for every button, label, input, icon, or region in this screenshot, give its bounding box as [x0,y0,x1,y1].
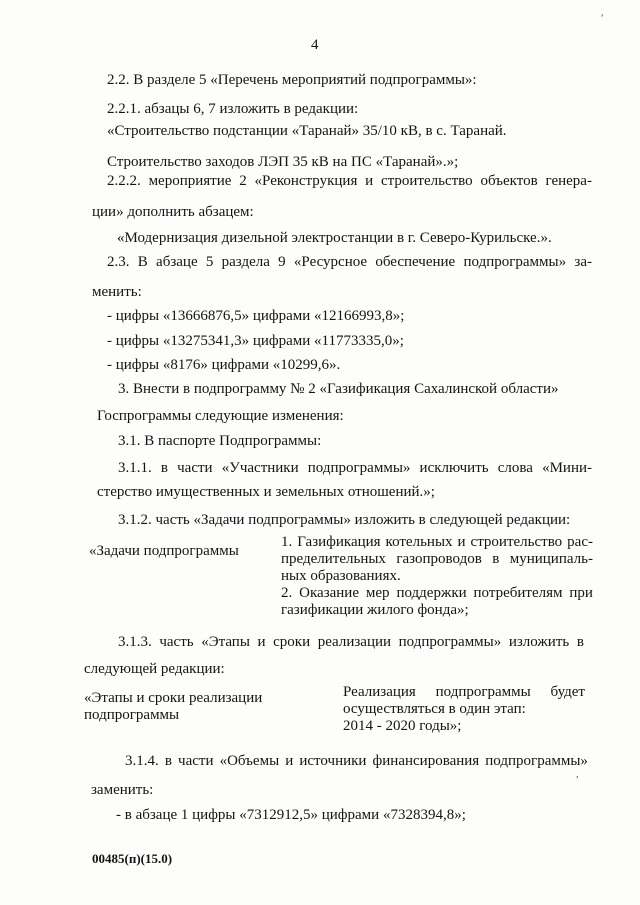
stages-label-line-2: подпрограммы [84,707,180,723]
stages-value [343,684,585,735]
page-number: 4 [311,37,319,53]
paragraph-3-1-4: 3.1.4. в части «Объемы и источники финансирования подпрограммы» [125,753,588,769]
paragraph-quote-substation: «Строительство подстанции «Таранай» 35/10 кВ, в с. Таранай. [107,123,507,139]
tasks-line-4: 2. Оказание мер поддержки потребителям при [281,585,593,601]
paragraph-3-1-2: 3.1.2. часть «Задачи подпрограммы» изложить в следующей редакции: [118,512,571,528]
paragraph-3-1-3: 3.1.3. часть «Этапы и сроки реализации подпрограммы» изложить в [118,634,584,650]
paragraph-3-1-1-cont: стерство имущественных и земельных отношений.»; [97,484,435,500]
tasks-label: «Задачи подпрограммы [89,543,239,559]
tasks-line-2: пределительных газопроводов в муниципаль- [281,551,593,567]
paragraph-2-3-cont: менить: [92,284,142,300]
corner-mark: ⸴ [601,9,604,20]
paragraph-2-2-1: 2.2.1. абзацы 6, 7 изложить в редакции: [107,101,359,117]
paragraph-3-1: 3.1. В паспорте Подпрограммы: [118,433,322,449]
replace-item-2: - цифры «13275341,3» цифрами «11773335,0»; [107,333,404,349]
paragraph-quote-power-line: Строительство заходов ЛЭП 35 кВ на ПС «Таранай».»; [107,154,459,170]
paragraph-3-1-3-cont: следующей редакции: [84,661,225,677]
paragraph-2-2-2: 2.2.2. мероприятие 2 «Реконструкция и строительство объектов генера- [107,173,592,189]
paragraph-quote-diesel: «Модернизация дизельной электростанции в г. Северо-Курильске.». [117,230,552,246]
paragraph-3-1-4-cont: заменить: [91,782,154,798]
paragraph-3-cont: Госпрограммы следующие изменения: [97,408,344,424]
stages-value-line-2: осуществляться в один этап: [343,701,526,717]
tasks-line-3: ных образованиях. [281,568,401,584]
stages-label [84,690,262,724]
paragraph-2-2-2-cont: ции» дополнить абзацем: [92,204,254,220]
stages-value-line-3: 2014 - 2020 годы»; [343,718,462,734]
paragraph-2-3: 2.3. В абзаце 5 раздела 9 «Ресурсное обеспечение подпрограммы» за- [107,254,592,270]
paragraph-3: 3. Внести в подпрограмму № 2 «Газификация Сахалинской области» [118,381,559,397]
tasks-value [281,534,593,619]
paragraph-2-2: 2.2. В разделе 5 «Перечень мероприятий подпрограммы»: [107,72,477,88]
side-mark: , [576,769,579,780]
tasks-line-1: 1. Газификация котельных и строительство рас- [281,534,593,550]
stages-value-line-1: Реализация подпрограммы будет [343,684,585,700]
tasks-line-5: газификации жилого фонда»; [281,602,469,618]
paragraph-3-1-1: 3.1.1. в части «Участники подпрограммы» исключить слова «Мини- [118,460,592,476]
footer-code: 00485(п)(15.0) [92,851,173,866]
stages-label-line-1: «Этапы и сроки реализации [84,690,263,706]
replace-item-3: - цифры «8176» цифрами «10299,6». [107,357,341,373]
replace-item-4: - в абзаце 1 цифры «7312912,5» цифрами «7328394,8»; [116,807,466,823]
replace-item-1: - цифры «13666876,5» цифрами «12166993,8»; [107,308,405,324]
